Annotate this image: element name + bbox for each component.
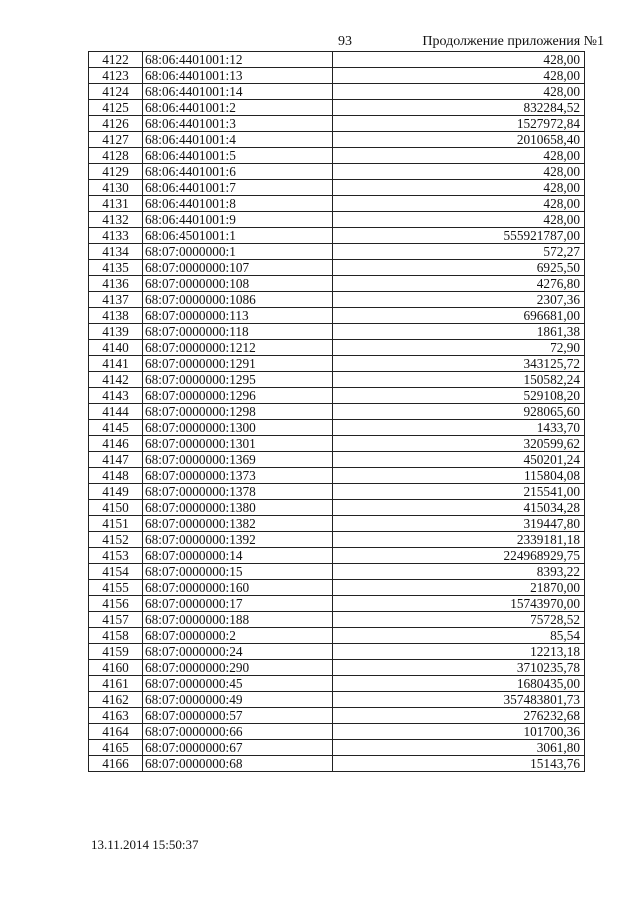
table-row [89, 372, 585, 388]
row-number-cell: 4124 [89, 84, 143, 100]
cadastral-number-cell: 68:07:0000000:1301 [143, 436, 333, 452]
cadastral-number-cell: 68:07:0000000:290 [143, 660, 333, 676]
cadastral-value-cell: 428,00 [333, 148, 585, 164]
table-row [89, 660, 585, 676]
row-number-cell: 4122 [89, 52, 143, 68]
print-timestamp: 13.11.2014 15:50:37 [91, 837, 199, 852]
table-row [89, 260, 585, 276]
cadastral-value-cell: 150582,24 [333, 372, 585, 388]
cadastral-value-cell: 15143,76 [333, 756, 585, 772]
cadastral-number-cell: 68:07:0000000:24 [143, 644, 333, 660]
cadastral-value-cell: 555921787,00 [333, 228, 585, 244]
table-row [89, 244, 585, 260]
table-row [89, 68, 585, 84]
table-row [89, 84, 585, 100]
cadastral-value-cell: 1433,70 [333, 420, 585, 436]
row-number-cell: 4139 [89, 324, 143, 340]
cadastral-value-cell: 75728,52 [333, 612, 585, 628]
cadastral-value-cell: 529108,20 [333, 388, 585, 404]
cadastral-value-cell: 696681,00 [333, 308, 585, 324]
table-row [89, 196, 585, 212]
row-number-cell: 4123 [89, 68, 143, 84]
table-row [89, 420, 585, 436]
cadastral-value-cell: 3061,80 [333, 740, 585, 756]
table-row [89, 356, 585, 372]
row-number-cell: 4126 [89, 116, 143, 132]
row-number-cell: 4140 [89, 340, 143, 356]
cadastral-value-cell: 3710235,78 [333, 660, 585, 676]
cadastral-number-cell: 68:07:0000000:1373 [143, 468, 333, 484]
cadastral-number-cell: 68:06:4401001:4 [143, 132, 333, 148]
row-number-cell: 4159 [89, 644, 143, 660]
cadastral-value-cell: 115804,08 [333, 468, 585, 484]
table-row [89, 292, 585, 308]
row-number-cell: 4151 [89, 516, 143, 532]
cadastral-value-cell: 450201,24 [333, 452, 585, 468]
row-number-cell: 4133 [89, 228, 143, 244]
cadastral-number-cell: 68:06:4401001:14 [143, 84, 333, 100]
cadastral-value-cell: 428,00 [333, 52, 585, 68]
row-number-cell: 4134 [89, 244, 143, 260]
cadastral-value-cell: 1680435,00 [333, 676, 585, 692]
cadastral-value-cell: 428,00 [333, 164, 585, 180]
cadastral-value-cell: 320599,62 [333, 436, 585, 452]
cadastral-number-cell: 68:07:0000000:15 [143, 564, 333, 580]
cadastral-number-cell: 68:06:4401001:8 [143, 196, 333, 212]
cadastral-value-cell: 21870,00 [333, 580, 585, 596]
cadastral-value-cell: 1527972,84 [333, 116, 585, 132]
cadastral-number-cell: 68:07:0000000:66 [143, 724, 333, 740]
table-row [89, 740, 585, 756]
row-number-cell: 4137 [89, 292, 143, 308]
table-row [89, 676, 585, 692]
cadastral-number-cell: 68:07:0000000:160 [143, 580, 333, 596]
cadastral-value-cell: 343125,72 [333, 356, 585, 372]
cadastral-number-cell: 68:07:0000000:1369 [143, 452, 333, 468]
row-number-cell: 4125 [89, 100, 143, 116]
page-number: 93 [338, 34, 352, 49]
cadastral-value-cell: 101700,36 [333, 724, 585, 740]
cadastral-value-cell: 12213,18 [333, 644, 585, 660]
cadastral-value-cell: 4276,80 [333, 276, 585, 292]
cadastral-value-cell: 415034,28 [333, 500, 585, 516]
row-number-cell: 4138 [89, 308, 143, 324]
row-number-cell: 4153 [89, 548, 143, 564]
table-row [89, 484, 585, 500]
cadastral-value-cell: 832284,52 [333, 100, 585, 116]
table-row [89, 388, 585, 404]
table-row [89, 756, 585, 772]
row-number-cell: 4130 [89, 180, 143, 196]
cadastral-value-cell: 8393,22 [333, 564, 585, 580]
cadastral-value-cell: 15743970,00 [333, 596, 585, 612]
appendix-continuation-heading: Продолжение приложения №1 [422, 34, 604, 49]
row-number-cell: 4154 [89, 564, 143, 580]
cadastral-value-cell: 428,00 [333, 84, 585, 100]
cadastral-number-cell: 68:07:0000000:57 [143, 708, 333, 724]
table-row [89, 100, 585, 116]
row-number-cell: 4146 [89, 436, 143, 452]
cadastral-value-cell: 224968929,75 [333, 548, 585, 564]
table-row [89, 180, 585, 196]
cadastral-number-cell: 68:07:0000000:188 [143, 612, 333, 628]
cadastral-value-table [88, 51, 585, 772]
row-number-cell: 4164 [89, 724, 143, 740]
table-body [89, 52, 585, 772]
table-row [89, 580, 585, 596]
table-row [89, 452, 585, 468]
cadastral-value-cell: 1861,38 [333, 324, 585, 340]
table-row [89, 116, 585, 132]
cadastral-value-cell: 72,90 [333, 340, 585, 356]
cadastral-value-cell: 357483801,73 [333, 692, 585, 708]
cadastral-value-cell: 928065,60 [333, 404, 585, 420]
row-number-cell: 4145 [89, 420, 143, 436]
cadastral-number-cell: 68:06:4401001:7 [143, 180, 333, 196]
cadastral-number-cell: 68:07:0000000:2 [143, 628, 333, 644]
table-row [89, 340, 585, 356]
row-number-cell: 4155 [89, 580, 143, 596]
cadastral-number-cell: 68:07:0000000:1382 [143, 516, 333, 532]
cadastral-value-cell: 2010658,40 [333, 132, 585, 148]
row-number-cell: 4162 [89, 692, 143, 708]
row-number-cell: 4141 [89, 356, 143, 372]
table-row [89, 468, 585, 484]
cadastral-number-cell: 68:07:0000000:1380 [143, 500, 333, 516]
table-row [89, 548, 585, 564]
cadastral-value-cell: 319447,80 [333, 516, 585, 532]
row-number-cell: 4149 [89, 484, 143, 500]
row-number-cell: 4157 [89, 612, 143, 628]
row-number-cell: 4127 [89, 132, 143, 148]
cadastral-value-cell: 428,00 [333, 196, 585, 212]
row-number-cell: 4156 [89, 596, 143, 612]
row-number-cell: 4152 [89, 532, 143, 548]
table-row [89, 228, 585, 244]
cadastral-number-cell: 68:07:0000000:1212 [143, 340, 333, 356]
cadastral-number-cell: 68:07:0000000:1296 [143, 388, 333, 404]
table-row [89, 404, 585, 420]
cadastral-number-cell: 68:07:0000000:68 [143, 756, 333, 772]
row-number-cell: 4158 [89, 628, 143, 644]
table-row [89, 564, 585, 580]
row-number-cell: 4165 [89, 740, 143, 756]
cadastral-number-cell: 68:07:0000000:45 [143, 676, 333, 692]
cadastral-value-cell: 428,00 [333, 68, 585, 84]
row-number-cell: 4143 [89, 388, 143, 404]
table-row [89, 436, 585, 452]
cadastral-number-cell: 68:07:0000000:118 [143, 324, 333, 340]
row-number-cell: 4150 [89, 500, 143, 516]
cadastral-number-cell: 68:06:4401001:9 [143, 212, 333, 228]
cadastral-number-cell: 68:06:4401001:6 [143, 164, 333, 180]
table-row [89, 324, 585, 340]
cadastral-number-cell: 68:07:0000000:1 [143, 244, 333, 260]
cadastral-number-cell: 68:07:0000000:113 [143, 308, 333, 324]
cadastral-value-cell: 215541,00 [333, 484, 585, 500]
row-number-cell: 4129 [89, 164, 143, 180]
row-number-cell: 4142 [89, 372, 143, 388]
cadastral-number-cell: 68:07:0000000:17 [143, 596, 333, 612]
row-number-cell: 4161 [89, 676, 143, 692]
table-row [89, 132, 585, 148]
cadastral-number-cell: 68:06:4401001:5 [143, 148, 333, 164]
cadastral-number-cell: 68:06:4501001:1 [143, 228, 333, 244]
table-row [89, 52, 585, 68]
row-number-cell: 4131 [89, 196, 143, 212]
table-row [89, 708, 585, 724]
cadastral-number-cell: 68:07:0000000:49 [143, 692, 333, 708]
cadastral-value-cell: 6925,50 [333, 260, 585, 276]
row-number-cell: 4166 [89, 756, 143, 772]
table-row [89, 148, 585, 164]
cadastral-number-cell: 68:06:4401001:12 [143, 52, 333, 68]
cadastral-value-cell: 428,00 [333, 180, 585, 196]
table-row [89, 500, 585, 516]
cadastral-number-cell: 68:07:0000000:1291 [143, 356, 333, 372]
table-row [89, 644, 585, 660]
cadastral-number-cell: 68:07:0000000:14 [143, 548, 333, 564]
cadastral-number-cell: 68:07:0000000:108 [143, 276, 333, 292]
table-row [89, 628, 585, 644]
table-row [89, 596, 585, 612]
cadastral-value-cell: 2339181,18 [333, 532, 585, 548]
row-number-cell: 4163 [89, 708, 143, 724]
row-number-cell: 4147 [89, 452, 143, 468]
table-row [89, 276, 585, 292]
row-number-cell: 4160 [89, 660, 143, 676]
table-row [89, 308, 585, 324]
table-row [89, 164, 585, 180]
row-number-cell: 4135 [89, 260, 143, 276]
cadastral-number-cell: 68:07:0000000:107 [143, 260, 333, 276]
cadastral-number-cell: 68:07:0000000:1295 [143, 372, 333, 388]
cadastral-value-cell: 276232,68 [333, 708, 585, 724]
table-row [89, 516, 585, 532]
table-row [89, 532, 585, 548]
row-number-cell: 4132 [89, 212, 143, 228]
cadastral-value-cell: 572,27 [333, 244, 585, 260]
row-number-cell: 4128 [89, 148, 143, 164]
cadastral-number-cell: 68:07:0000000:1300 [143, 420, 333, 436]
row-number-cell: 4136 [89, 276, 143, 292]
cadastral-value-cell: 2307,36 [333, 292, 585, 308]
cadastral-number-cell: 68:07:0000000:1392 [143, 532, 333, 548]
row-number-cell: 4148 [89, 468, 143, 484]
cadastral-number-cell: 68:06:4401001:3 [143, 116, 333, 132]
cadastral-value-cell: 85,54 [333, 628, 585, 644]
cadastral-number-cell: 68:07:0000000:1378 [143, 484, 333, 500]
cadastral-number-cell: 68:07:0000000:1298 [143, 404, 333, 420]
table-row [89, 212, 585, 228]
cadastral-value-cell: 428,00 [333, 212, 585, 228]
row-number-cell: 4144 [89, 404, 143, 420]
table-row [89, 724, 585, 740]
cadastral-number-cell: 68:06:4401001:2 [143, 100, 333, 116]
cadastral-number-cell: 68:07:0000000:67 [143, 740, 333, 756]
table-row [89, 692, 585, 708]
cadastral-number-cell: 68:07:0000000:1086 [143, 292, 333, 308]
cadastral-number-cell: 68:06:4401001:13 [143, 68, 333, 84]
table-row [89, 612, 585, 628]
